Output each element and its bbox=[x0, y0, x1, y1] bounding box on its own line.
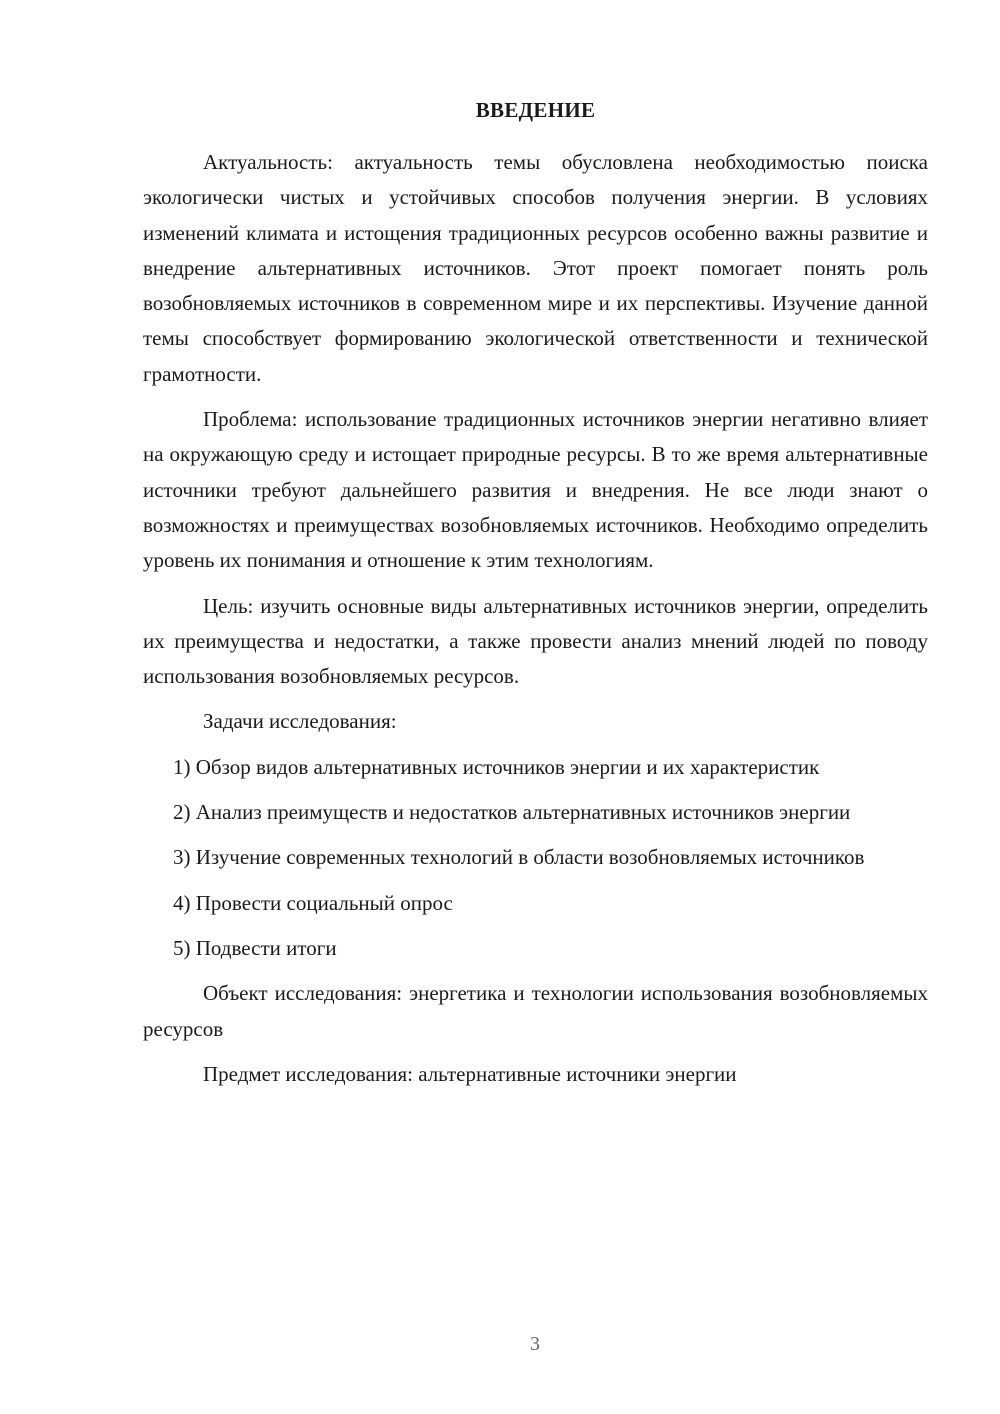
page-number: 3 bbox=[530, 1333, 540, 1355]
object-paragraph: Объект исследования: энергетика и технологии использования возобновляемых ресурсов bbox=[143, 981, 928, 1041]
problem-paragraph: Проблема: использование традиционных источников энергии негативно влияет на окружающую среду и истощает природные ресурсы. В то же время альтернативные источники требуют дальнейшего развития и внедрения. Не все люди знают о возможностях и преимуществах возобновляемых источников. Необходимо определить уровень их понимания и отношение к этим технологиям. bbox=[143, 407, 928, 573]
section-heading: ВВЕДЕНИЕ bbox=[475, 98, 596, 122]
relevance-paragraph: Актуальность: актуальность темы обусловлена необходимостью поиска экологически чистых и устойчивых способов получения энергии. В условиях изменений климата и истощения традиционных ресурсов особенно важны развитие и внедрение альтернативных источников. Этот проект помогает понять роль возобновляемых источников в современном мире и их перспективы. Изучение данной темы способствует формированию экологической ответственности и технической грамотности. bbox=[143, 150, 928, 386]
tasks-label: Задачи исследования: bbox=[203, 709, 397, 734]
task-item-1: 1) Обзор видов альтернативных источников энергии и их характеристик bbox=[173, 754, 820, 779]
task-item-2: 2) Анализ преимуществ и недостатков альтернативных источников энергии bbox=[173, 800, 851, 825]
subject-paragraph: Предмет исследования: альтернативные источники энергии bbox=[203, 1061, 737, 1086]
task-item-3: 3) Изучение современных технологий в области возобновляемых источников bbox=[173, 845, 865, 870]
page-content bbox=[143, 95, 928, 1102]
task-item-4: 4) Провести социальный опрос bbox=[173, 890, 453, 915]
goal-paragraph: Цель: изучить основные виды альтернативных источников энергии, определить их преимущества и недостатки, а также провести анализ мнений людей по поводу использования возобновляемых ресурсов. bbox=[143, 593, 928, 689]
task-item-5: 5) Подвести итоги bbox=[173, 935, 337, 960]
